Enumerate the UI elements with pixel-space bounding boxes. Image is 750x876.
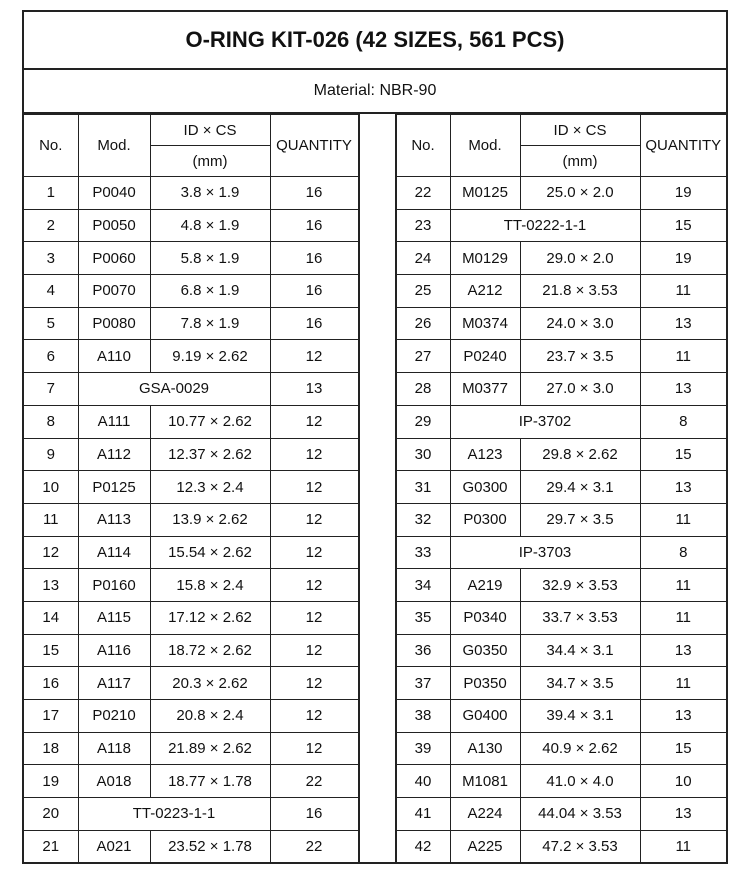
header-id-cs: ID × CS: [150, 115, 270, 146]
row-number-cell: 11: [24, 503, 78, 536]
size-cell: 18.72 × 2.62: [150, 634, 270, 667]
table-row: [24, 340, 358, 373]
row-number-cell: 2: [24, 209, 78, 242]
table-row: [396, 405, 726, 438]
row-number-cell: 17: [24, 700, 78, 733]
model-cell: A111: [78, 405, 150, 438]
row-number-cell: 33: [396, 536, 450, 569]
table-row: [396, 209, 726, 242]
right-table: [396, 114, 727, 862]
quantity-cell: 19: [640, 177, 726, 210]
model-cell: A113: [78, 503, 150, 536]
table-row: [396, 569, 726, 602]
size-cell: 39.4 × 3.1: [520, 700, 640, 733]
row-number-cell: 12: [24, 536, 78, 569]
model-cell: P0350: [450, 667, 520, 700]
quantity-cell: 13: [640, 373, 726, 406]
page-title: O-RING KIT-026 (42 SIZES, 561 PCS): [24, 12, 726, 70]
row-number-cell: 20: [24, 798, 78, 831]
row-number-cell: 34: [396, 569, 450, 602]
material-label: Material: NBR-90: [24, 70, 726, 114]
quantity-cell: 12: [270, 503, 358, 536]
model-cell: A224: [450, 798, 520, 831]
table-row: [396, 634, 726, 667]
table-row: [24, 798, 358, 831]
table-row: [396, 503, 726, 536]
size-cell: 34.4 × 3.1: [520, 634, 640, 667]
row-number-cell: 21: [24, 830, 78, 862]
size-cell: 21.8 × 3.53: [520, 275, 640, 308]
row-number-cell: 4: [24, 275, 78, 308]
model-cell: A115: [78, 601, 150, 634]
quantity-cell: 22: [270, 765, 358, 798]
quantity-cell: 15: [640, 732, 726, 765]
model-cell: M0129: [450, 242, 520, 275]
table-row: [24, 438, 358, 471]
size-cell: 10.77 × 2.62: [150, 405, 270, 438]
oring-kit-sheet: [22, 10, 728, 864]
table-row: [24, 242, 358, 275]
row-number-cell: 26: [396, 307, 450, 340]
table-row: [396, 242, 726, 275]
model-cell: P0050: [78, 209, 150, 242]
size-cell: 20.8 × 2.4: [150, 700, 270, 733]
row-number-cell: 40: [396, 765, 450, 798]
quantity-cell: 13: [640, 307, 726, 340]
table-row: [24, 275, 358, 308]
quantity-cell: 12: [270, 536, 358, 569]
size-cell: 5.8 × 1.9: [150, 242, 270, 275]
model-cell: P0160: [78, 569, 150, 602]
quantity-cell: 16: [270, 307, 358, 340]
header-quantity: QUANTITY: [640, 115, 726, 177]
model-cell: M0125: [450, 177, 520, 210]
size-cell: 3.8 × 1.9: [150, 177, 270, 210]
quantity-cell: 11: [640, 830, 726, 862]
header-mod: Mod.: [78, 115, 150, 177]
quantity-cell: 16: [270, 177, 358, 210]
model-cell: A114: [78, 536, 150, 569]
model-cell: A018: [78, 765, 150, 798]
kit-part-cell: TT-0222-1-1: [450, 209, 640, 242]
header-no: No.: [396, 115, 450, 177]
model-cell: M0374: [450, 307, 520, 340]
kit-part-cell: IP-3702: [450, 405, 640, 438]
table-row: [24, 667, 358, 700]
quantity-cell: 16: [270, 275, 358, 308]
size-cell: 33.7 × 3.53: [520, 601, 640, 634]
size-cell: 12.37 × 2.62: [150, 438, 270, 471]
table-row: [24, 177, 358, 210]
row-number-cell: 35: [396, 601, 450, 634]
size-cell: 6.8 × 1.9: [150, 275, 270, 308]
quantity-cell: 11: [640, 569, 726, 602]
quantity-cell: 11: [640, 503, 726, 536]
table-row: [396, 307, 726, 340]
table-row: [396, 373, 726, 406]
quantity-cell: 12: [270, 405, 358, 438]
size-cell: 29.8 × 2.62: [520, 438, 640, 471]
size-cell: 13.9 × 2.62: [150, 503, 270, 536]
row-number-cell: 10: [24, 471, 78, 504]
size-cell: 23.52 × 1.78: [150, 830, 270, 862]
model-cell: A212: [450, 275, 520, 308]
table-row: [396, 177, 726, 210]
size-cell: 12.3 × 2.4: [150, 471, 270, 504]
row-number-cell: 7: [24, 373, 78, 406]
size-cell: 4.8 × 1.9: [150, 209, 270, 242]
quantity-cell: 15: [640, 438, 726, 471]
row-number-cell: 29: [396, 405, 450, 438]
size-cell: 21.89 × 2.62: [150, 732, 270, 765]
quantity-cell: 15: [640, 209, 726, 242]
size-cell: 40.9 × 2.62: [520, 732, 640, 765]
row-number-cell: 25: [396, 275, 450, 308]
table-row: [24, 601, 358, 634]
table-row: [24, 569, 358, 602]
model-cell: P0300: [450, 503, 520, 536]
quantity-cell: 19: [640, 242, 726, 275]
model-cell: G0350: [450, 634, 520, 667]
row-number-cell: 30: [396, 438, 450, 471]
row-number-cell: 24: [396, 242, 450, 275]
row-number-cell: 31: [396, 471, 450, 504]
header-mod: Mod.: [450, 115, 520, 177]
size-cell: 29.0 × 2.0: [520, 242, 640, 275]
quantity-cell: 12: [270, 471, 358, 504]
table-row: [396, 798, 726, 831]
size-cell: 41.0 × 4.0: [520, 765, 640, 798]
kit-part-cell: TT-0223-1-1: [78, 798, 270, 831]
kit-part-cell: IP-3703: [450, 536, 640, 569]
quantity-cell: 10: [640, 765, 726, 798]
table-row: [396, 438, 726, 471]
size-cell: 34.7 × 3.5: [520, 667, 640, 700]
header-id-cs: ID × CS: [520, 115, 640, 146]
table-separator: [359, 114, 396, 862]
model-cell: P0060: [78, 242, 150, 275]
row-number-cell: 32: [396, 503, 450, 536]
table-row: [24, 209, 358, 242]
table-row: [396, 667, 726, 700]
quantity-cell: 12: [270, 667, 358, 700]
table-row: [24, 503, 358, 536]
quantity-cell: 11: [640, 275, 726, 308]
table-row: [396, 601, 726, 634]
model-cell: A116: [78, 634, 150, 667]
quantity-cell: 12: [270, 700, 358, 733]
size-cell: 15.8 × 2.4: [150, 569, 270, 602]
kit-part-cell: GSA-0029: [78, 373, 270, 406]
model-cell: M0377: [450, 373, 520, 406]
model-cell: G0400: [450, 700, 520, 733]
model-cell: P0125: [78, 471, 150, 504]
quantity-cell: 12: [270, 732, 358, 765]
row-number-cell: 39: [396, 732, 450, 765]
quantity-cell: 8: [640, 405, 726, 438]
model-cell: G0300: [450, 471, 520, 504]
size-cell: 44.04 × 3.53: [520, 798, 640, 831]
table-row: [396, 471, 726, 504]
quantity-cell: 11: [640, 340, 726, 373]
model-cell: P0240: [450, 340, 520, 373]
model-cell: P0070: [78, 275, 150, 308]
table-row: [396, 700, 726, 733]
model-cell: A110: [78, 340, 150, 373]
size-cell: 47.2 × 3.53: [520, 830, 640, 862]
table-row: [24, 732, 358, 765]
row-number-cell: 27: [396, 340, 450, 373]
row-number-cell: 38: [396, 700, 450, 733]
header-no: No.: [24, 115, 78, 177]
size-cell: 9.19 × 2.62: [150, 340, 270, 373]
quantity-cell: 13: [640, 471, 726, 504]
table-row: [24, 700, 358, 733]
quantity-cell: 16: [270, 242, 358, 275]
row-number-cell: 14: [24, 601, 78, 634]
left-table-body: [24, 177, 358, 863]
model-cell: P0340: [450, 601, 520, 634]
table-row: [24, 830, 358, 862]
header-quantity: QUANTITY: [270, 115, 358, 177]
row-number-cell: 5: [24, 307, 78, 340]
row-number-cell: 22: [396, 177, 450, 210]
row-number-cell: 16: [24, 667, 78, 700]
model-cell: P0210: [78, 700, 150, 733]
tables-wrapper: [24, 114, 726, 862]
size-cell: 29.4 × 3.1: [520, 471, 640, 504]
quantity-cell: 12: [270, 634, 358, 667]
table-row: [24, 405, 358, 438]
row-number-cell: 15: [24, 634, 78, 667]
row-number-cell: 23: [396, 209, 450, 242]
table-row: [396, 765, 726, 798]
table-row: [24, 634, 358, 667]
quantity-cell: 13: [640, 700, 726, 733]
size-cell: 18.77 × 1.78: [150, 765, 270, 798]
model-cell: M1081: [450, 765, 520, 798]
quantity-cell: 13: [640, 634, 726, 667]
table-row: [396, 830, 726, 862]
row-number-cell: 18: [24, 732, 78, 765]
row-number-cell: 36: [396, 634, 450, 667]
table-row: [396, 340, 726, 373]
header-unit: (mm): [150, 146, 270, 177]
table-row: [24, 307, 358, 340]
row-number-cell: 19: [24, 765, 78, 798]
quantity-cell: 11: [640, 667, 726, 700]
quantity-cell: 16: [270, 798, 358, 831]
size-cell: 7.8 × 1.9: [150, 307, 270, 340]
row-number-cell: 41: [396, 798, 450, 831]
left-table: [24, 114, 359, 862]
row-number-cell: 28: [396, 373, 450, 406]
row-number-cell: 42: [396, 830, 450, 862]
row-number-cell: 1: [24, 177, 78, 210]
row-number-cell: 13: [24, 569, 78, 602]
row-number-cell: 6: [24, 340, 78, 373]
table-row: [396, 536, 726, 569]
quantity-cell: 13: [640, 798, 726, 831]
quantity-cell: 22: [270, 830, 358, 862]
row-number-cell: 3: [24, 242, 78, 275]
row-number-cell: 8: [24, 405, 78, 438]
model-cell: A123: [450, 438, 520, 471]
model-cell: P0080: [78, 307, 150, 340]
table-row: [396, 275, 726, 308]
size-cell: 24.0 × 3.0: [520, 307, 640, 340]
quantity-cell: 12: [270, 438, 358, 471]
quantity-cell: 16: [270, 209, 358, 242]
model-cell: A219: [450, 569, 520, 602]
model-cell: A130: [450, 732, 520, 765]
right-table-body: [396, 177, 726, 863]
model-cell: A021: [78, 830, 150, 862]
size-cell: 32.9 × 3.53: [520, 569, 640, 602]
table-row: [24, 536, 358, 569]
table-row: [24, 765, 358, 798]
table-row: [396, 732, 726, 765]
header-unit: (mm): [520, 146, 640, 177]
quantity-cell: 12: [270, 340, 358, 373]
quantity-cell: 8: [640, 536, 726, 569]
model-cell: P0040: [78, 177, 150, 210]
size-cell: 15.54 × 2.62: [150, 536, 270, 569]
size-cell: 25.0 × 2.0: [520, 177, 640, 210]
size-cell: 29.7 × 3.5: [520, 503, 640, 536]
model-cell: A112: [78, 438, 150, 471]
quantity-cell: 12: [270, 569, 358, 602]
table-row: [24, 471, 358, 504]
model-cell: A117: [78, 667, 150, 700]
model-cell: A225: [450, 830, 520, 862]
table-row: [24, 373, 358, 406]
size-cell: 27.0 × 3.0: [520, 373, 640, 406]
size-cell: 23.7 × 3.5: [520, 340, 640, 373]
quantity-cell: 11: [640, 601, 726, 634]
quantity-cell: 12: [270, 601, 358, 634]
row-number-cell: 37: [396, 667, 450, 700]
size-cell: 20.3 × 2.62: [150, 667, 270, 700]
model-cell: A118: [78, 732, 150, 765]
quantity-cell: 13: [270, 373, 358, 406]
size-cell: 17.12 × 2.62: [150, 601, 270, 634]
row-number-cell: 9: [24, 438, 78, 471]
